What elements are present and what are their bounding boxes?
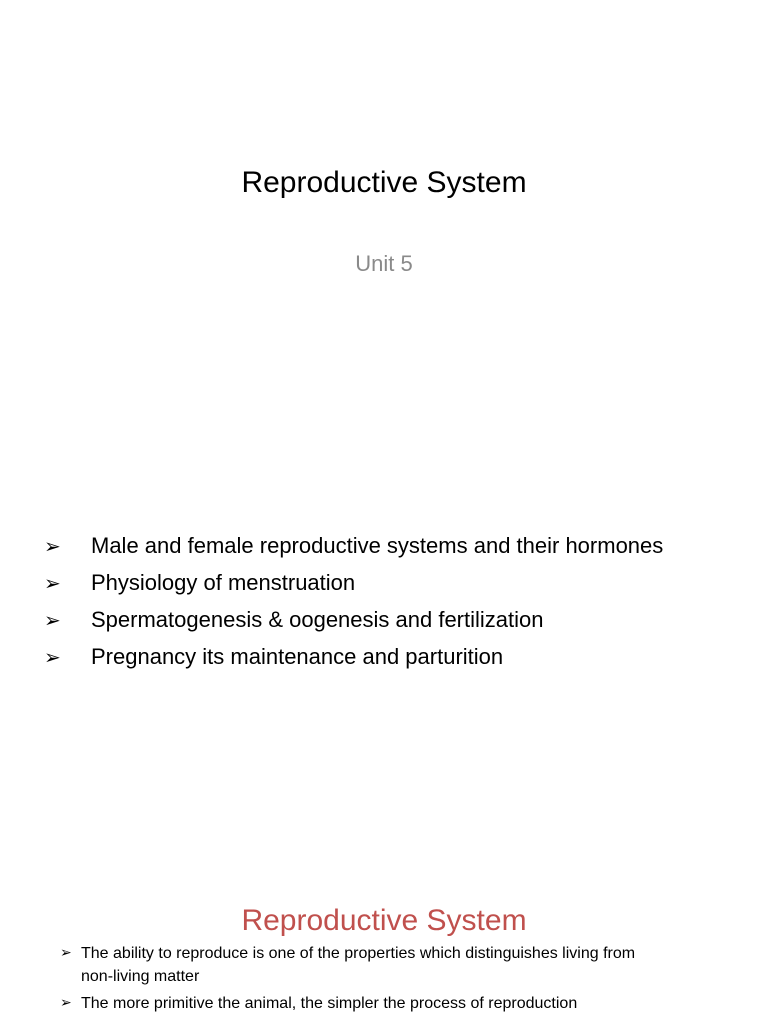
list-item xyxy=(60,992,660,1015)
title-slide xyxy=(0,0,768,340)
list-item-text: Physiology of menstruation xyxy=(91,570,356,595)
slide-subtitle: Unit 5 xyxy=(355,251,413,276)
topics-slide xyxy=(0,340,768,860)
arrow-bullet-icon: ➢ xyxy=(60,945,72,961)
content-list xyxy=(60,942,660,1019)
list-item-text: Male and female reproductive systems and their hormones xyxy=(91,533,664,558)
arrow-bullet-icon: ➢ xyxy=(44,608,61,632)
list-item-text: The ability to reproduce is one of the properties which distinguishes living from non-living matter xyxy=(81,945,636,985)
arrow-bullet-icon: ➢ xyxy=(44,645,61,669)
arrow-bullet-icon: ➢ xyxy=(44,571,61,595)
slide-title: Reproductive System xyxy=(241,904,527,937)
list-item-text: The more primitive the animal, the simpler the process of reproduction xyxy=(81,995,578,1012)
list-item xyxy=(60,942,660,988)
list-item-text: Spermatogenesis & oogenesis and fertilization xyxy=(91,607,544,632)
arrow-bullet-icon: ➢ xyxy=(44,534,61,558)
list-item-text: Pregnancy its maintenance and parturition xyxy=(91,644,504,669)
content-slide xyxy=(0,860,768,1024)
arrow-bullet-icon: ➢ xyxy=(60,995,72,1011)
slide-title: Reproductive System xyxy=(241,166,527,199)
